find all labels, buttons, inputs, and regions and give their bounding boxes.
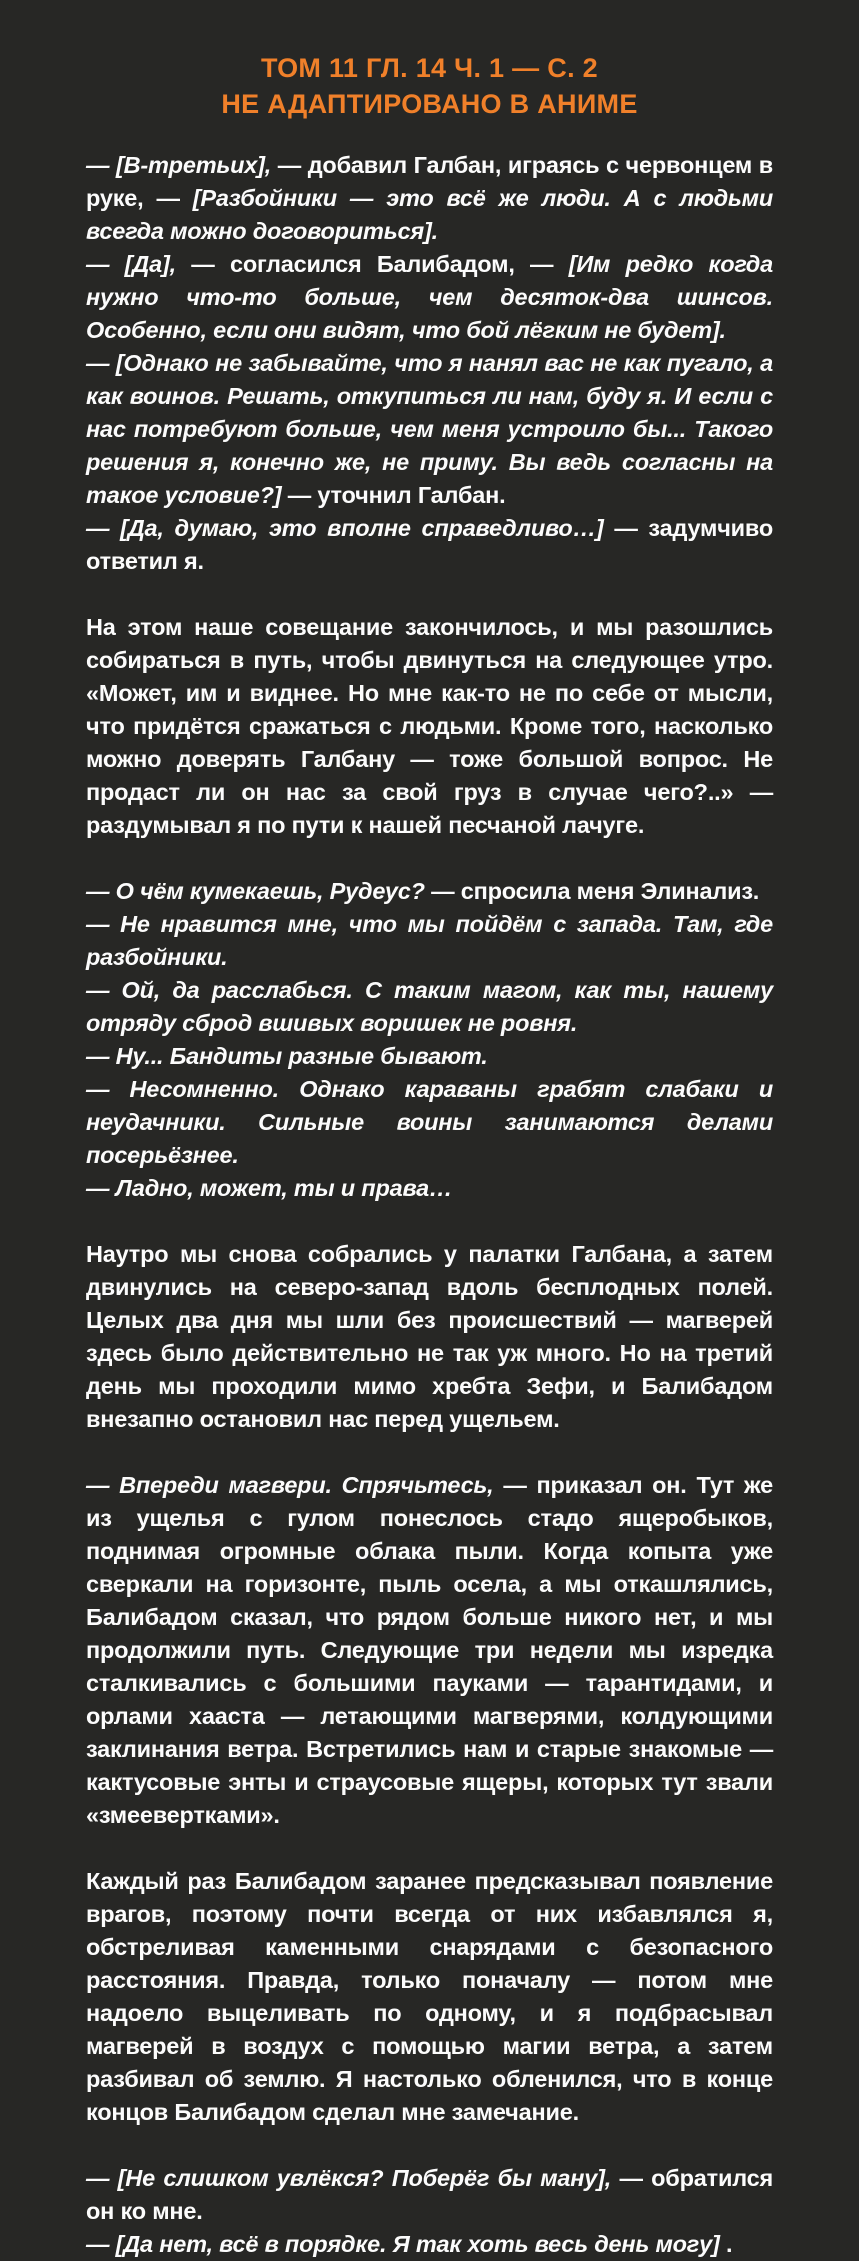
not-adapted-note: НЕ АДАПТИРОВАНО В АНИМЕ — [221, 89, 638, 119]
paragraph — [86, 1865, 773, 2129]
narration-segment: — согласился Балибадом, — — [175, 251, 569, 277]
text-block — [86, 611, 773, 842]
paragraph — [86, 512, 773, 578]
narration-segment: — добавил Галбан, играясь с червонцем в руке, — — [86, 152, 773, 211]
paragraph — [86, 908, 773, 974]
paragraph — [86, 248, 773, 347]
text-block — [86, 1238, 773, 1436]
dialogue-segment: — [Да], — [86, 251, 176, 277]
chapter-title: ТОМ 11 ГЛ. 14 Ч. 1 — С. 2 — [261, 53, 598, 83]
narration-segment: — приказал он. Тут же из ущелья с гулом понеслось стадо ящеробыков, поднимая огромные облака пыли. Когда копыта уже сверкали на горизонте, пыль осела, а мы откашлялись, Балибадом сказал, что рядом больше никого нет, и мы продолжили путь. Следующие три недели мы изредка сталкивались с большими пауками — тарантидами, и орлами хааста — летающими магверями, колдующими заклинания ветра. Встретились нам и старые знакомые — кактусовые энты и страусовые ящеры, которых тут звали «змеевертками». — [86, 1472, 773, 1828]
paragraph — [86, 2228, 773, 2261]
dialogue-segment: — Несомненно. Однако караваны грабят слабаки и неудачники. Сильные воины занимаются делами посерьёзнее. — [86, 1076, 773, 1168]
narration-segment: — задумчиво ответил я. — [86, 515, 773, 574]
paragraph — [86, 149, 773, 248]
dialogue-segment: [Разбойники — это всё же люди. А с людьми всегда можно договориться]. — [86, 185, 773, 244]
paragraph — [86, 1073, 773, 1172]
paragraph — [86, 1238, 773, 1436]
paragraph — [86, 1040, 773, 1073]
dialogue-segment: — Ой, да расслабься. С таким магом, как ты, нашему отряду сброд вшивых воришек не ровня. — [86, 977, 773, 1036]
dialogue-segment: — Ладно, может, ты и права… — [86, 1175, 453, 1201]
dialogue-segment: — Не нравится мне, что мы пойдём с запада. Там, где разбойники. — [86, 911, 773, 970]
paragraph — [86, 611, 773, 842]
narration-segment: Каждый раз Балибадом заранее предсказывал появление врагов, поэтому почти всегда от них избавлялся я, обстреливая каменными снарядами с безопасного расстояния. Правда, только поначалу — потом мне надоело выцеливать по одному, и я подбрасывал магверей в воздух с помощью магии ветра, а затем разбивал об землю. Я настолько обленился, что в конце концов Балибадом сделал мне замечание. — [86, 1868, 773, 2125]
dialogue-segment: — [Да нет, всё в порядке. Я так хоть весь день могу] — [86, 2231, 720, 2257]
paragraph — [86, 2162, 773, 2228]
text-block — [86, 1865, 773, 2129]
dialogue-segment: [Им редко когда нужно что-то больше, чем десяток-два шинсов. Особенно, если они видят, что бой лёгким не будет]. — [86, 251, 773, 343]
dialogue-segment: — [Да, думаю, это вполне справедливо…] — [86, 515, 604, 541]
dialogue-segment: — [Однако не забывайте, что я нанял вас не как пугало, а как воинов. Решать, откупиться ли нам, буду я. И если с нас потребуют больше, чем меня устроило бы... Такого решения я, конечно же, не приму. Вы ведь согласны на такое условие?] — [86, 350, 773, 508]
dialogue-segment: — О чём кумекаешь, Рудеус? — [86, 878, 425, 904]
dialogue-segment: — [Не слишком увлёкся? Поберёг бы ману], — [86, 2165, 612, 2191]
narration-segment: . — [719, 2231, 733, 2257]
paragraph — [86, 1469, 773, 1832]
narration-segment: — спросила меня Элинализ. — [424, 878, 760, 904]
dialogue-segment: — [В-третьих], — [86, 152, 272, 178]
page-header — [86, 50, 773, 122]
paragraph — [86, 1172, 773, 1205]
novel-text — [86, 149, 773, 2261]
paragraph — [86, 347, 773, 512]
text-block — [86, 149, 773, 578]
dialogue-segment: — Впереди магвери. Спрячьтесь, — [86, 1472, 494, 1498]
narration-segment: На этом наше совещание закончилось, и мы разошлись собираться в путь, чтобы двинуться на следующее утро. «Может, им и виднее. Но мне как-то не по себе от мысли, что придётся сражаться с людьми. Кроме того, насколько можно доверять Галбану — тоже большой вопрос. Не продаст ли он нас за свой груз в случае чего?..» — раздумывал я по пути к нашей песчаной лачуге. — [86, 614, 773, 838]
text-block — [86, 2162, 773, 2261]
narration-segment: Наутро мы снова собрались у палатки Галбана, а затем двинулись на северо-запад вдоль бесплодных полей. Целых два дня мы шли без происшествий — магверей здесь было действительно не так уж много. Но на третий день мы проходили мимо хребта Зефи, и Балибадом внезапно остановил нас перед ущельем. — [86, 1241, 773, 1432]
paragraph — [86, 875, 773, 908]
dialogue-segment: — Ну... Бандиты разные бывают. — [86, 1043, 488, 1069]
narration-segment: — обратился он ко мне. — [86, 2165, 773, 2224]
text-block — [86, 1469, 773, 1832]
narration-segment: — уточнил Галбан. — [281, 482, 506, 508]
text-block — [86, 875, 773, 1205]
paragraph — [86, 974, 773, 1040]
